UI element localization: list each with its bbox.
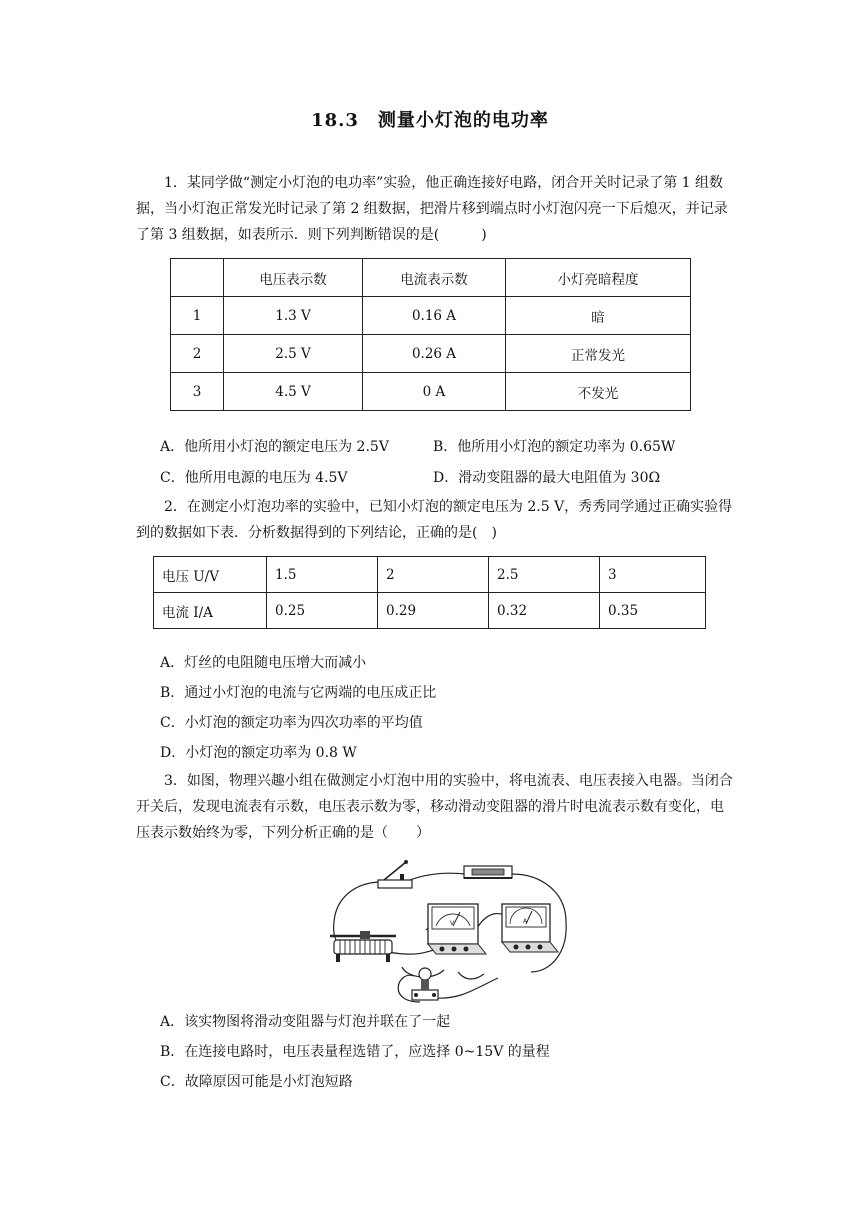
- table-row: [171, 373, 691, 411]
- bulb-icon: [412, 968, 438, 1000]
- table-cell: 0.35: [600, 593, 706, 629]
- question-2-option-b: B．通过小灯泡的电流与它两端的电压成正比: [160, 685, 437, 701]
- table-cell: 0 A: [363, 373, 506, 411]
- page-title: 18.3 测量小灯泡的电功率: [311, 110, 549, 131]
- table-cell: 0.29: [378, 593, 489, 629]
- question-3-option-b: B．在连接电路时，电压表量程选错了，应选择 0~15V 的量程: [160, 1044, 550, 1060]
- table-cell: 0.26 A: [363, 335, 506, 373]
- table-cell: 4.5 V: [224, 373, 363, 411]
- table-cell: [171, 259, 224, 297]
- table-cell: 电流 I/A: [154, 593, 267, 629]
- table-cell: 暗: [506, 297, 691, 335]
- table-row: [171, 259, 691, 297]
- question-1-option-a: A．他所用小灯泡的额定电压为 2.5V: [160, 439, 389, 455]
- table-cell: 1.5: [267, 557, 378, 593]
- question-1-option-d: D．滑动变阻器的最大电阻值为 30Ω: [433, 470, 661, 486]
- table-cell: 0.25: [267, 593, 378, 629]
- question-2-table: [153, 556, 706, 629]
- table-cell: 1: [171, 297, 224, 335]
- switch-icon: [378, 860, 412, 888]
- question-2-option-d: D．小灯泡的额定功率为 0.8 W: [160, 745, 357, 761]
- question-1-table: [170, 258, 691, 411]
- question-2-option-c: C．小灯泡的额定功率为四次功率的平均值: [160, 715, 423, 731]
- question-2-stem: 2．在测定小灯泡功率的实验中，已知小灯泡的额定电压为 2.5 V，秀秀同学通过正确实验得到的数据如下表．分析数据得到的下列结论，正确的是( ): [136, 499, 733, 541]
- voltmeter-icon: [428, 904, 486, 954]
- circuit-diagram: [326, 852, 574, 1008]
- rheostat-icon: [330, 931, 396, 962]
- table-cell: 3: [171, 373, 224, 411]
- question-3-option-a: A．该实物图将滑动变阻器与灯泡并联在了一起: [160, 1014, 451, 1030]
- table-cell: 2: [378, 557, 489, 593]
- table-cell: 电流表示数: [363, 259, 506, 297]
- table-cell: 0.32: [489, 593, 600, 629]
- table-row: [154, 557, 706, 593]
- ammeter-label: A: [523, 918, 528, 925]
- table-cell: 0.16 A: [363, 297, 506, 335]
- question-1-option-b: B．他所用小灯泡的额定功率为 0.65W: [433, 439, 676, 455]
- table-row: [154, 593, 706, 629]
- table-cell: 电压表示数: [224, 259, 363, 297]
- question-3-option-c: C．故障原因可能是小灯泡短路: [160, 1074, 353, 1090]
- table-cell: 小灯亮暗程度: [506, 259, 691, 297]
- table-cell: 1.3 V: [224, 297, 363, 335]
- table-cell: 3: [600, 557, 706, 593]
- table-cell: 2.5 V: [224, 335, 363, 373]
- question-2-option-a: A．灯丝的电阻随电压增大而减小: [160, 655, 367, 671]
- table-cell: 正常发光: [506, 335, 691, 373]
- table-cell: 不发光: [506, 373, 691, 411]
- battery-icon: [464, 866, 512, 878]
- table-row: [171, 297, 691, 335]
- question-1-stem: 1．某同学做“测定小灯泡的电功率”实验，他正确连接好电路，闭合开关时记录了第 1 组数据，当小灯泡正常发光时记录了第 2 组数据，把滑片移到端点时小灯泡闪亮一下后熄灭，并记录了第 3 组数据，如表所示．则下列判断错误的是( ): [136, 175, 728, 243]
- ammeter-icon: [502, 904, 558, 952]
- table-cell: 电压 U/V: [154, 557, 267, 593]
- table-row: [171, 335, 691, 373]
- voltmeter-label: V: [450, 920, 455, 927]
- table-cell: 2: [171, 335, 224, 373]
- question-1-option-c: C．他所用电源的电压为 4.5V: [160, 470, 348, 486]
- table-cell: 2.5: [489, 557, 600, 593]
- question-3-stem: 3．如图，物理兴趣小组在做测定小灯泡中用的实验中，将电流表、电压表接入电器。当闭合开关后，发现电流表有示数，电压表示数为零，移动滑动变阻器的滑片时电流表示数有变化，电压表示数始终为零，下列分析正确的是（ ）: [136, 773, 733, 841]
